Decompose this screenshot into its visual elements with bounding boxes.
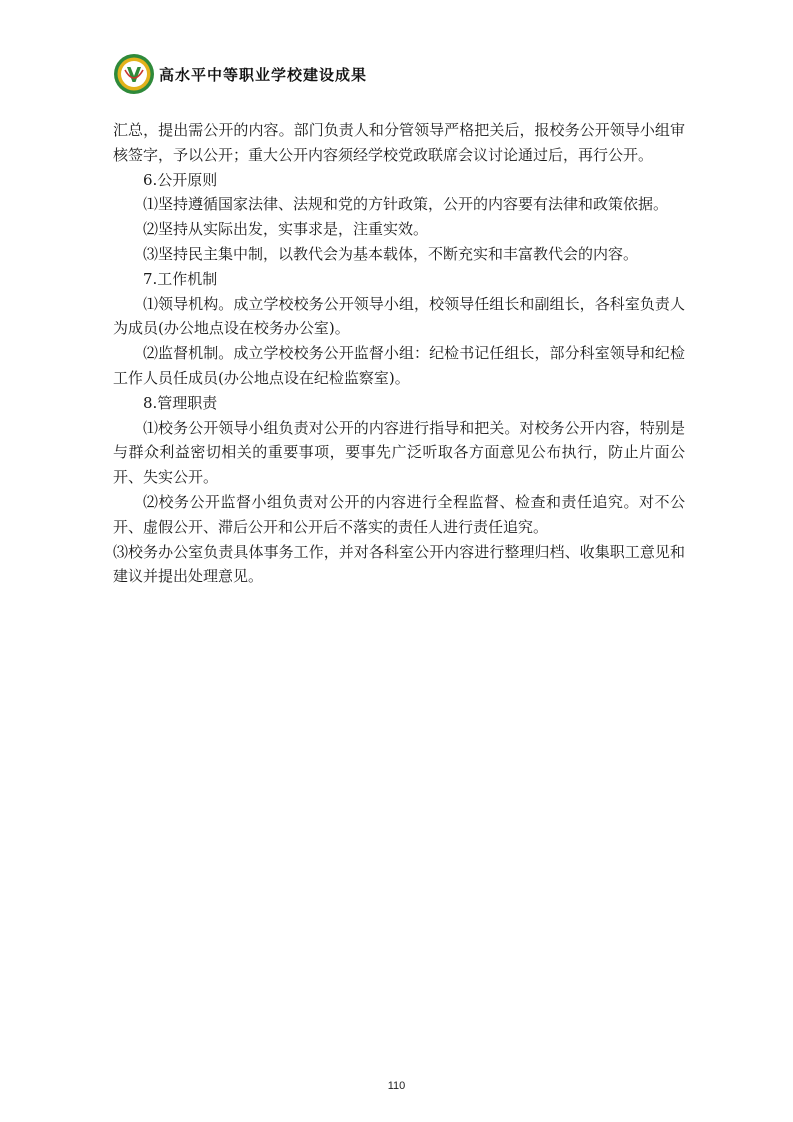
section-heading: 7.工作机制 <box>143 269 218 288</box>
paragraph: ⑵坚持从实际出发，实事求是，注重实效。 <box>143 220 429 239</box>
paragraph: ⑵监督机制。成立学校校务公开监督小组：纪检书记任组长，部分科室领导和纪检工作人员任成员(办公地点设在纪检监察室)。 <box>113 344 685 387</box>
paragraph: ⑵校务公开监督小组负责对公开的内容进行全程监督、检查和责任追究。对不公开、虚假公开、滞后公开和公开后不落实的责任人进行责任追究。 <box>113 492 685 536</box>
paragraph: 汇总，提出需公开的内容。部门负责人和分管领导严格把关后，报校务公开领导小组审核签字，予以公开；重大公开内容须经学校党政联席会议讨论通过后，再行公开。 <box>113 121 685 164</box>
paragraph: ⑴坚持遵循国家法律、法规和党的方针政策，公开的内容要有法律和政策依据。 <box>143 195 669 214</box>
paragraph: ⑶坚持民主集中制，以教代会为基本载体，不断充实和丰富教代会的内容。 <box>143 244 639 263</box>
paragraph: ⑴校务公开领导小组负责对公开的内容进行指导和把关。对校务公开内容，特别是与群众利益密切相关的重要事项，要事先广泛听取各方面意见公布执行，防止片面公开、失实公开。 <box>113 418 685 487</box>
section-heading: 8.管理职责 <box>143 393 218 412</box>
page-header <box>113 52 367 96</box>
school-logo-icon <box>113 53 155 95</box>
document-body <box>113 118 685 589</box>
page-number: 110 <box>387 1080 406 1092</box>
paragraph: ⑶校务办公室负责具体事务工作，并对各科室公开内容进行整理归档、收集职工意见和建议并提出处理意见。 <box>113 542 685 586</box>
section-heading: 6.公开原则 <box>143 170 218 189</box>
header-title: 高水平中等职业学校建设成果 <box>159 65 368 84</box>
paragraph: ⑴领导机构。成立学校校务公开领导小组，校领导任组长和副组长，各科室负责人为成员(办公地点设在校务办公室)。 <box>113 294 685 338</box>
